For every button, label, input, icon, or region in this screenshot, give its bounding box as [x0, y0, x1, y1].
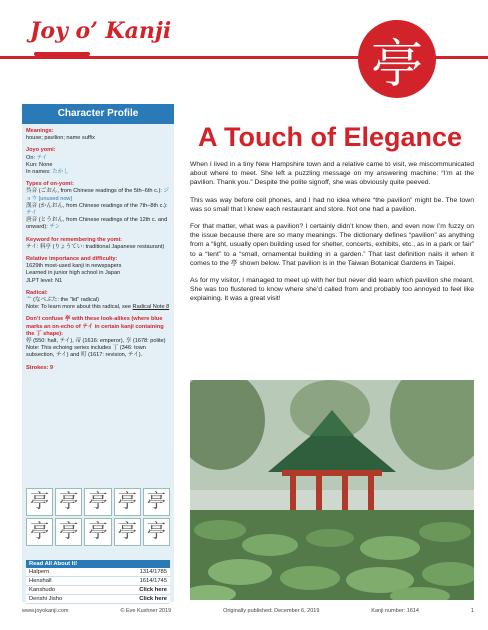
radical-label: Radical: — [26, 289, 48, 296]
meanings-value: house; pavilion; name suffix — [26, 135, 95, 142]
article-paragraph: For that matter, what was a pavilion? I certainly didn’t know then, and even now I’m fuzzy on the issue because there are so many meanings. The dictionary defines “pavilion” as anything from a “light, usually open building used for shelter, concerts, exhibits, etc., as in a park or fair” to a “tent” to a “small, ornamental building in a garden.” That last definition nails it when it comes to the 亭 shown below. That pavilion is in the Taiwan Botanical Gardens in Taipei. — [190, 223, 474, 267]
importance-label: Relative importance and difficulty: — [26, 256, 118, 263]
page-footer — [22, 608, 474, 614]
article-paragraph: When I lived in a tiny New Hampshire town and a relative came to visit, we miscommunicated about where to meet. She left a puzzling message on my answering machine: “I’m at the pavilion. Thank you.” Despite the polite signoff, she was obviously quite peeved. — [190, 161, 474, 187]
importance-section — [26, 256, 172, 285]
names-value: たかし — [52, 169, 69, 176]
goon-value: ジョウ [unused now] — [26, 188, 170, 202]
denshi-jisho-link[interactable]: Click here — [139, 596, 167, 602]
toon-value: チン — [49, 224, 61, 231]
on-value: テイ — [36, 154, 48, 161]
kanji-badge — [358, 20, 436, 98]
kun-value: Kun: None — [26, 161, 53, 168]
character-profile-heading: Character Profile — [22, 104, 174, 124]
read-all-about-it-table — [26, 560, 170, 604]
read-all-about-it-heading: Read All About It! — [26, 560, 170, 568]
onyomi-types-section — [26, 181, 172, 231]
lookalikes-label: Don’t confuse 亭 with these look-alikes (where blue marks an on-echo of テイ in certain kanji containing the 丁 shape): — [26, 316, 164, 337]
article-body — [190, 160, 474, 312]
toon-text: 唐音 (とうおん, from Chinese readings of the 12th c. and onward): — [26, 217, 168, 231]
pavilion-photo — [190, 380, 474, 600]
lookalikes-list: 停 (550: halt, テイ), 帝 (1616: emperor), 享 (1678: polite) — [26, 338, 166, 345]
radical-section — [26, 290, 172, 312]
footer-site[interactable]: www.joyokanji.com — [22, 608, 69, 614]
stroke-row — [26, 518, 170, 546]
footer-page-number: 1 — [470, 608, 474, 614]
stroke-step: 亭 — [55, 518, 82, 546]
table-row — [26, 586, 170, 595]
importance-frequency: 1629th most-used kanji in newspapers — [26, 263, 122, 270]
joyo-yomi-label: Joyo yomi: — [26, 147, 56, 154]
article-paragraph: As for my visitor, I managed to meet up with her but never did learn which pavilion she meant. She was too flustered to know where she’d called from and probably too annoyed to feel like explaining. It was a great visit! — [190, 277, 474, 303]
stroke-step: 亭 — [114, 488, 141, 516]
strokes-label: Strokes: 9 — [26, 364, 54, 371]
stroke-step: 亭 — [84, 488, 111, 516]
ref-name: Halpern — [29, 569, 50, 575]
article-paragraph: This was way before cell phones, and I had no idea where “the pavilion” might be. The town was so small that I knew each restaurant and store. Not one had a pavilion. — [190, 196, 474, 213]
joyo-yomi-section — [26, 147, 172, 176]
names-prefix: In names: — [26, 169, 53, 176]
ref-name: Denshi Jisho — [29, 596, 63, 602]
stroke-step: 亭 — [143, 488, 170, 516]
stroke-order-grid — [26, 488, 170, 548]
footer-kanji-number: Kanji number: 1614 — [371, 608, 419, 614]
ref-name: Kanshudo — [29, 587, 56, 593]
stroke-step: 亭 — [114, 518, 141, 546]
lookalikes-section — [26, 316, 172, 359]
table-row — [26, 568, 170, 577]
radical-note-link[interactable]: Radical Note 8 — [132, 304, 170, 311]
stroke-step: 亭 — [55, 488, 82, 516]
keyword-value: テイ: 料亭 (りょうてい: traditional Japanese restaurant) — [26, 243, 165, 250]
footer-published: Originally published: December 6, 2019 — [223, 608, 320, 614]
keyword-section — [26, 237, 172, 251]
ref-name: Henshall — [29, 578, 52, 584]
kanon-text: 漢音 (かんおん, from Chinese readings of the 7th–8th c.): — [26, 202, 168, 209]
importance-jlpt: JLPT level: N1 — [26, 277, 63, 284]
stroke-step: 亭 — [26, 518, 53, 546]
article-title: A Touch of Elegance — [197, 122, 463, 152]
character-profile-content — [26, 128, 172, 377]
ref-value: 1314/1785 — [139, 569, 167, 575]
importance-school: Learned in junior high school in Japan — [26, 270, 121, 277]
stroke-step: 亭 — [143, 518, 170, 546]
onyomi-types-label: Types of on-yomi: — [26, 181, 74, 188]
table-row — [26, 577, 170, 586]
stroke-step: 亭 — [26, 488, 53, 516]
footer-copyright: © Eve Kushner 2019 — [120, 608, 172, 614]
meanings-section — [26, 128, 172, 142]
ref-value: 1614/1745 — [139, 578, 167, 584]
radical-value: 亠 (なべぶた: the “lid” radical) — [26, 297, 100, 304]
stroke-step: 亭 — [84, 518, 111, 546]
table-row — [26, 595, 170, 604]
radical-note: Note: To learn more about this radical, see — [26, 304, 133, 311]
keyword-label: Keyword for remembering the yomi: — [26, 236, 123, 243]
kanji-character: 亭 — [370, 34, 423, 95]
kanshudo-link[interactable]: Click here — [139, 587, 167, 593]
kanon-value: テイ — [26, 210, 37, 217]
stroke-row — [26, 488, 170, 516]
strokes-section — [26, 365, 172, 372]
lookalikes-note: Note: This echoing series includes 丁 (346: town subsection, テイ) and 町 (1617: revision, テイ). — [26, 345, 146, 359]
goon-text: 呉音 (ごおん, from Chinese readings of the 5th–6th c.): — [26, 188, 164, 195]
site-logo: Joy o’ Kanji — [30, 18, 172, 44]
on-prefix: On: — [26, 154, 37, 161]
meanings-label: Meanings: — [26, 128, 54, 134]
